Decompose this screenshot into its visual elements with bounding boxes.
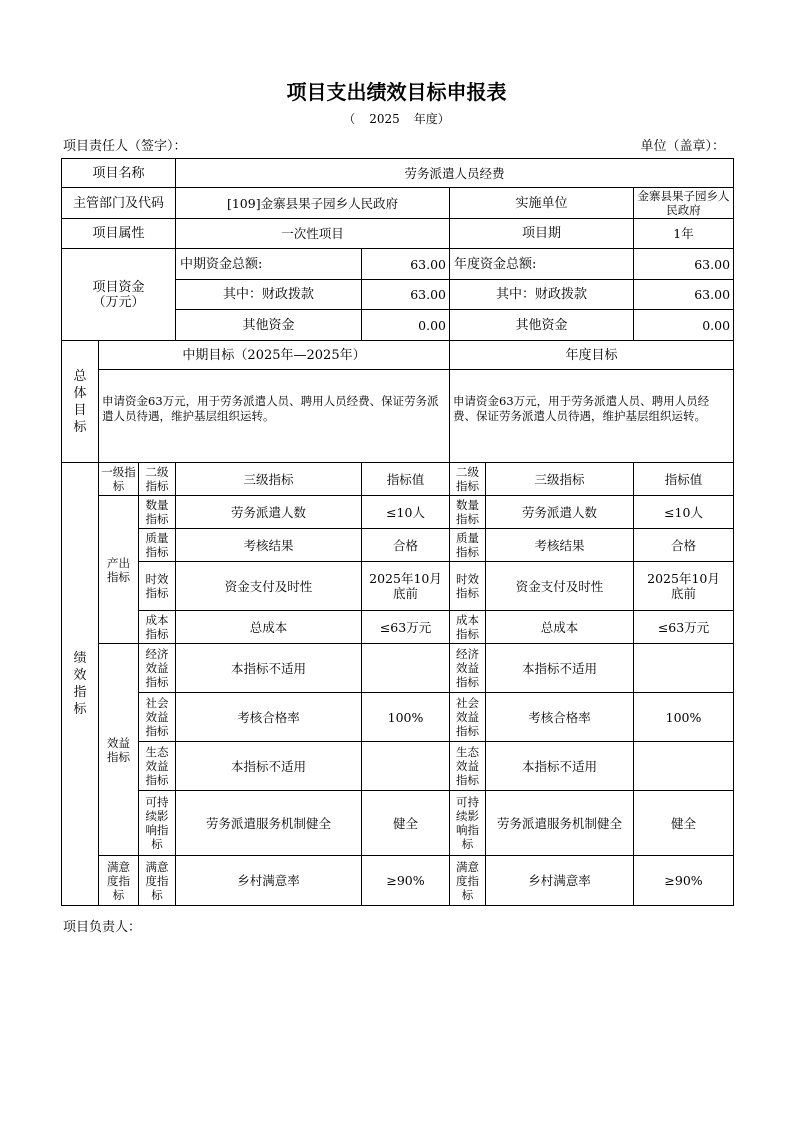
row-l3-right: 总成本	[486, 611, 634, 644]
output-indicator-label: 产出指标	[99, 496, 139, 644]
row-l2-right: 满意度指标	[450, 856, 486, 906]
row-l3: 总成本	[176, 611, 362, 644]
mid-other-value: 0.00	[362, 310, 450, 341]
row-value-right	[634, 644, 734, 693]
row-l2: 成本指标	[139, 611, 176, 644]
row-l3-right: 考核结果	[486, 529, 634, 562]
period-label: 项目期	[450, 219, 634, 249]
row-value-right: 2025年10月底前	[634, 562, 734, 611]
dept-value: [109]金寨县果子园乡人民政府	[176, 188, 450, 219]
row-l3: 资金支付及时性	[176, 562, 362, 611]
year-open: （	[343, 112, 356, 126]
row-l2: 数量指标	[139, 496, 176, 529]
period-value: 1年	[634, 219, 734, 249]
responsible-sign: 项目责任人（签字）：	[63, 139, 187, 154]
row-l3-right: 劳务派遣人数	[486, 496, 634, 529]
annual-total-label: 年度资金总额:	[450, 249, 634, 280]
row-l3: 本指标不适用	[176, 644, 362, 693]
annual-fiscal-value: 63.00	[634, 280, 734, 310]
year-label: 年度）	[413, 112, 450, 126]
row-value: ≤10人	[362, 496, 450, 529]
row-l3-right: 资金支付及时性	[486, 562, 634, 611]
hdr-value-right: 指标值	[634, 463, 734, 496]
row-l2-right: 社会效益指标	[450, 693, 486, 742]
performance-table	[61, 158, 734, 906]
mid-fiscal-label: 其中：财政拨款	[176, 280, 362, 310]
row-value: 合格	[362, 529, 450, 562]
impl-value: 金寨县果子园乡人民政府	[634, 188, 734, 219]
annual-total-value: 63.00	[634, 249, 734, 280]
row-value: 健全	[362, 791, 450, 856]
annual-fiscal-label: 其中：财政拨款	[450, 280, 634, 310]
row-value-right: 合格	[634, 529, 734, 562]
hdr-level2-right: 二级指标	[450, 463, 486, 496]
row-value-right: ≤63万元	[634, 611, 734, 644]
mid-total-label: 中期资金总额:	[176, 249, 362, 280]
hdr-level3: 三级指标	[176, 463, 362, 496]
row-l3: 乡村满意率	[176, 856, 362, 906]
page-title: 项目支出绩效目标申报表	[286, 80, 507, 104]
row-l2: 生态效益指标	[139, 742, 176, 791]
row-l2-right: 可持续影响指标	[450, 791, 486, 856]
row-l2: 时效指标	[139, 562, 176, 611]
attr-label: 项目属性	[62, 219, 176, 249]
row-l3: 本指标不适用	[176, 742, 362, 791]
mid-goal-text: 申请资金63万元，用于劳务派遣人员、聘用人员经费、保证劳务派遣人员待遇，维护基层组织运转。	[99, 370, 450, 463]
row-l3: 考核合格率	[176, 693, 362, 742]
mid-other-label: 其他资金	[176, 310, 362, 341]
annual-other-value: 0.00	[634, 310, 734, 341]
row-l3: 劳务派遣人数	[176, 496, 362, 529]
row-l3-right: 本指标不适用	[486, 742, 634, 791]
row-l3-right: 本指标不适用	[486, 644, 634, 693]
project-name-label: 项目名称	[62, 159, 176, 188]
project-name-value: 劳务派遣人员经费	[176, 159, 734, 188]
overall-goal-label: 总体目标	[62, 341, 99, 463]
mid-fiscal-value: 63.00	[362, 280, 450, 310]
row-l2-right: 数量指标	[450, 496, 486, 529]
unit-seal: 单位（盖章）：	[640, 139, 725, 154]
row-value-right: 100%	[634, 693, 734, 742]
row-value: ≤63万元	[362, 611, 450, 644]
benefit-indicator-label: 效益指标	[99, 644, 139, 856]
row-value-right: ≥90%	[634, 856, 734, 906]
hdr-level2: 二级指标	[139, 463, 176, 496]
row-l2: 质量指标	[139, 529, 176, 562]
row-value	[362, 742, 450, 791]
fund-label: 项目资金（万元）	[62, 249, 176, 341]
row-l2-right: 生态效益指标	[450, 742, 486, 791]
year-value: 2025	[369, 112, 400, 126]
row-value-right: ≤10人	[634, 496, 734, 529]
hdr-level3-right: 三级指标	[486, 463, 634, 496]
annual-goal-label: 年度目标	[450, 341, 734, 370]
row-value: 2025年10月底前	[362, 562, 450, 611]
row-value-right	[634, 742, 734, 791]
impl-label: 实施单位	[450, 188, 634, 219]
row-l2: 社会效益指标	[139, 693, 176, 742]
row-l2-right: 时效指标	[450, 562, 486, 611]
year-line	[0, 110, 793, 127]
dept-label: 主管部门及代码	[62, 188, 176, 219]
hdr-level1: 一级指标	[99, 463, 139, 496]
perf-indicator-label: 绩效指标	[62, 463, 99, 906]
attr-value: 一次性项目	[176, 219, 450, 249]
row-l2: 可持续影响指标	[139, 791, 176, 856]
row-l3-right: 考核合格率	[486, 693, 634, 742]
row-l3-right: 乡村满意率	[486, 856, 634, 906]
row-value	[362, 644, 450, 693]
row-l2: 经济效益指标	[139, 644, 176, 693]
satisfaction-l1-label: 满意度指标	[99, 856, 139, 906]
row-l2-right: 经济效益指标	[450, 644, 486, 693]
row-l3: 考核结果	[176, 529, 362, 562]
row-l2: 满意度指标	[139, 856, 176, 906]
row-l2-right: 质量指标	[450, 529, 486, 562]
annual-goal-text: 申请资金63万元，用于劳务派遣人员、聘用人员经费、保证劳务派遣人员待遇，维护基层组织运转。	[450, 370, 734, 463]
row-value: ≥90%	[362, 856, 450, 906]
row-value: 100%	[362, 693, 450, 742]
mid-goal-label: 中期目标（2025年—2025年）	[99, 341, 450, 370]
row-l3: 劳务派遣服务机制健全	[176, 791, 362, 856]
mid-total-value: 63.00	[362, 249, 450, 280]
annual-other-label: 其他资金	[450, 310, 634, 341]
hdr-value: 指标值	[362, 463, 450, 496]
row-l3-right: 劳务派遣服务机制健全	[486, 791, 634, 856]
row-l2-right: 成本指标	[450, 611, 486, 644]
row-value-right: 健全	[634, 791, 734, 856]
project-leader-sign: 项目负责人：	[63, 920, 142, 935]
